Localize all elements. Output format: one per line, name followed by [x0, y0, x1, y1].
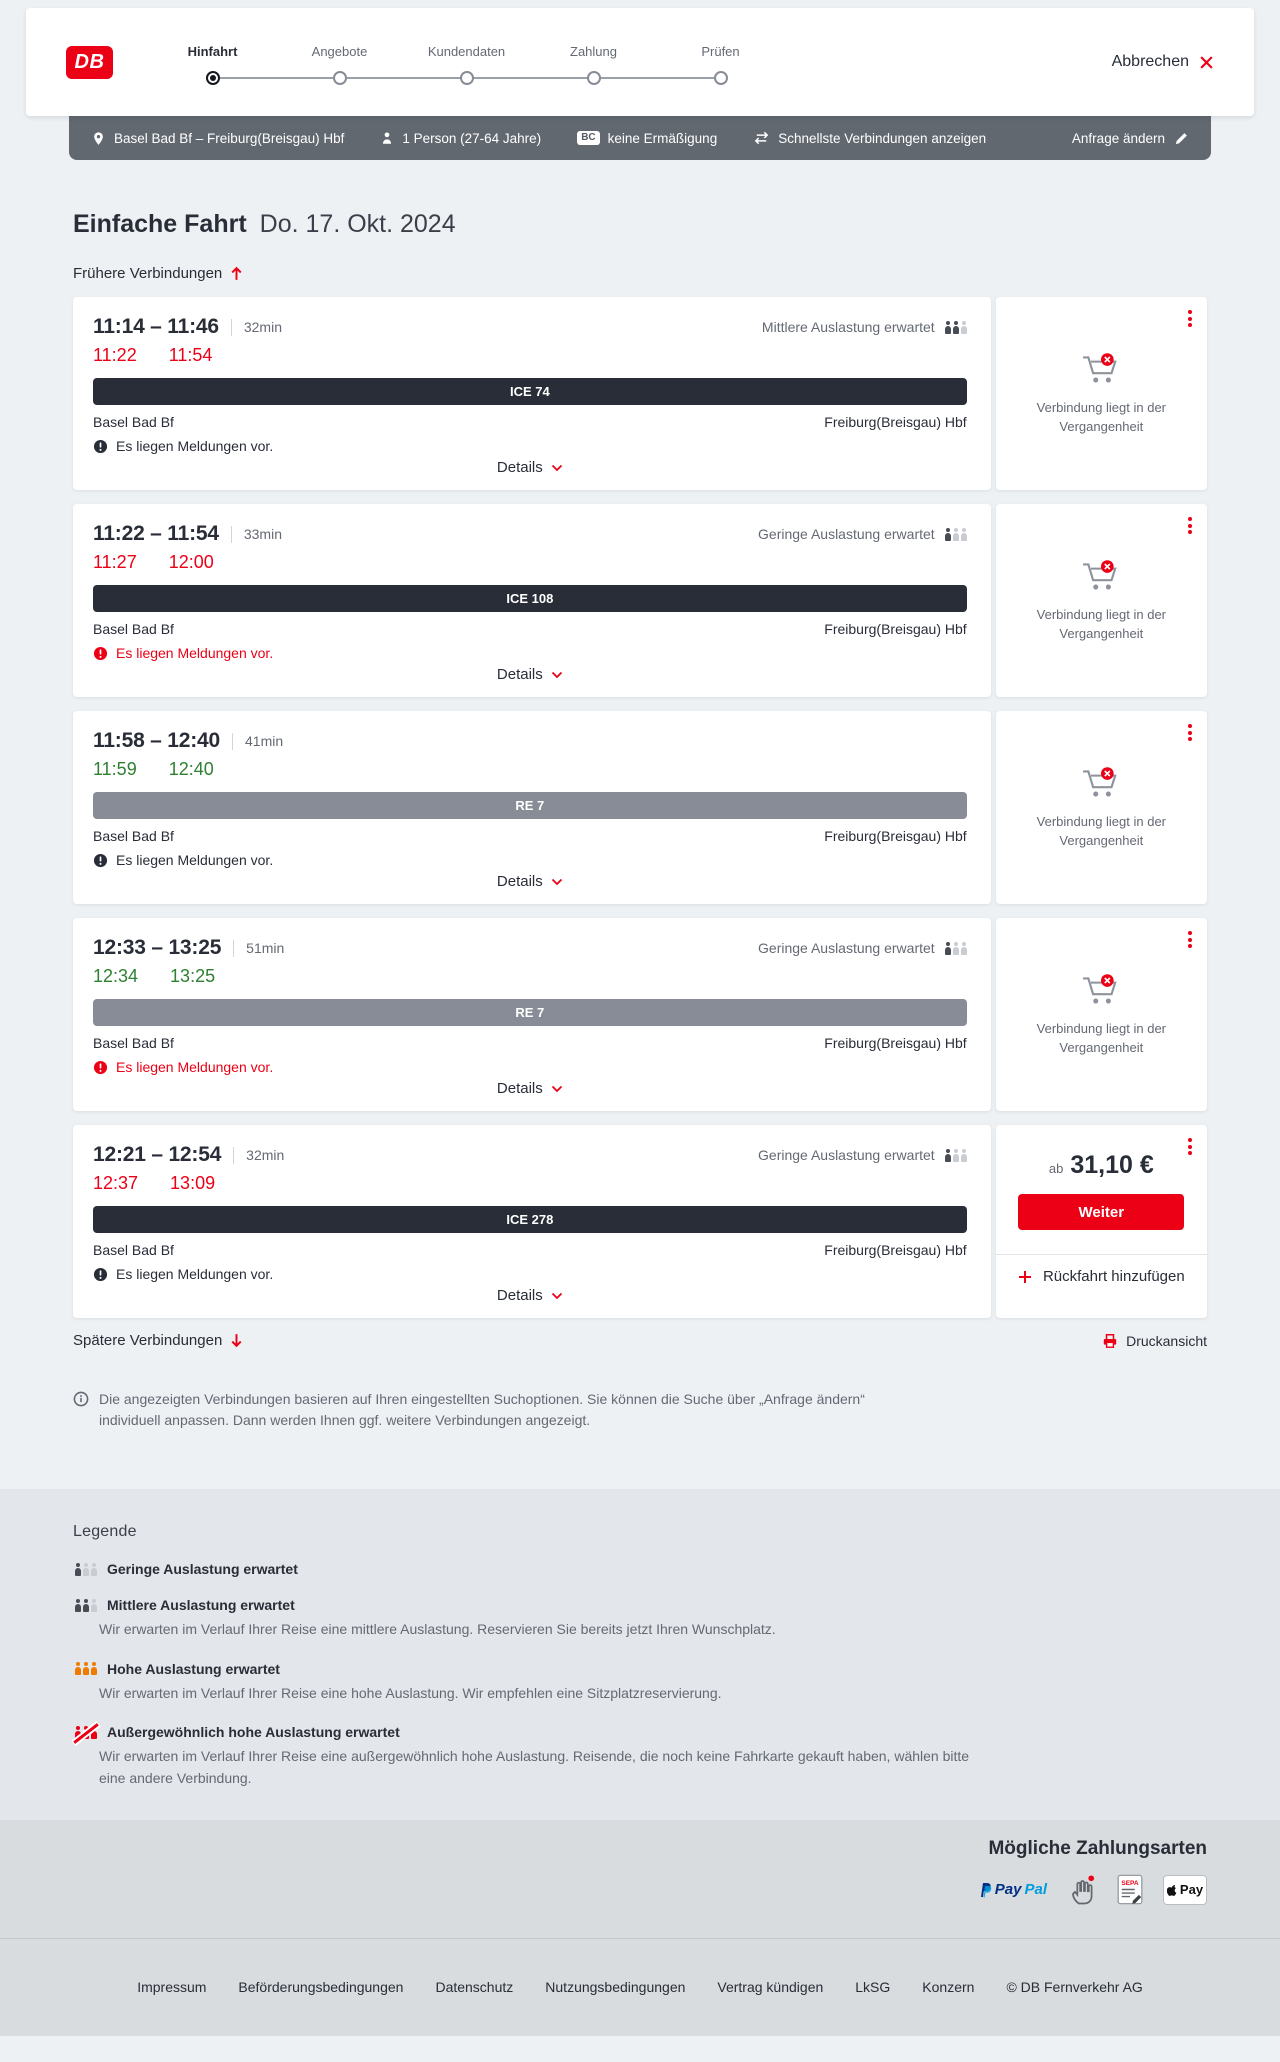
- destination-station: Freiburg(Breisgau) Hbf: [824, 621, 967, 637]
- footer-link-lksg[interactable]: LkSG: [855, 1978, 891, 1995]
- paypal-p-icon: [978, 1882, 992, 1898]
- apple-logo-icon: [1167, 1883, 1178, 1896]
- connection-header: [93, 522, 967, 546]
- legend-title: Legende: [73, 1523, 137, 1540]
- step-circle-icon: [714, 71, 728, 85]
- svg-text:SEPA: SEPA: [1121, 1880, 1139, 1888]
- details-toggle[interactable]: [497, 666, 563, 685]
- connection-header: [93, 1143, 967, 1167]
- messages-notice-label: Es liegen Meldungen vor.: [116, 1059, 274, 1075]
- occupancy-label: Geringe Auslastung erwartet: [758, 526, 935, 542]
- connection-card: [73, 504, 991, 697]
- connection-header: [93, 315, 967, 339]
- legend-item-title: Mittlere Auslastung erwartet: [107, 1597, 295, 1613]
- edit-request-label: Anfrage ändern: [1071, 130, 1165, 146]
- train-segment-bar: [93, 378, 967, 405]
- more-options-button[interactable]: [1185, 721, 1195, 744]
- connection-duration: 51min: [246, 940, 285, 956]
- messages-notice-label: Es liegen Meldungen vor.: [116, 438, 274, 454]
- filter-label: Schnellste Verbindungen anzeigen: [778, 130, 987, 146]
- pencil-icon: [1174, 131, 1189, 146]
- connection-card: [73, 297, 991, 490]
- alert-icon: [93, 853, 108, 868]
- messages-notice[interactable]: [93, 1059, 967, 1075]
- route-summary: [91, 131, 344, 146]
- alert-icon: [93, 1060, 108, 1075]
- footer-copyright: © DB Fernverkehr AG: [1006, 1978, 1143, 1995]
- apple-pay-icon: Pay: [1163, 1875, 1207, 1905]
- earlier-connections-label: Frühere Verbindungen: [73, 265, 223, 282]
- actual-arrival: 11:54: [168, 345, 213, 365]
- origin-station: Basel Bad Bf: [93, 621, 174, 637]
- occupancy-low-icon: [943, 528, 967, 541]
- messages-notice-label: Es liegen Meldungen vor.: [116, 1266, 274, 1282]
- search-summary-bar: [69, 116, 1211, 160]
- legend-item-title: Geringe Auslastung erwartet: [107, 1561, 298, 1577]
- list-footer-row: [73, 1332, 1207, 1349]
- occupancy-indicator: [762, 319, 967, 335]
- page-title: [73, 210, 1207, 239]
- occupancy-high-icon: [73, 1662, 97, 1675]
- footer-link-befoerderungsbedingungen[interactable]: Beförderungsbedingungen: [238, 1978, 404, 1995]
- cart-unavailable-icon: [1081, 972, 1121, 1008]
- plus-icon: [1018, 1270, 1032, 1284]
- connection-row: [73, 1125, 1207, 1318]
- payment-icons-row: [73, 1874, 1207, 1938]
- details-label: Details: [496, 1287, 543, 1304]
- bahncard-summary: [577, 131, 717, 146]
- origin-station: Basel Bad Bf: [93, 828, 174, 844]
- train-segment-bar: [93, 1206, 967, 1233]
- actual-departure: 11:22: [93, 345, 137, 365]
- train-name: ICE 74: [509, 384, 550, 399]
- divider: [233, 940, 234, 957]
- trip-type-title: Einfache Fahrt: [73, 210, 247, 238]
- price-side-panel: [996, 1125, 1207, 1318]
- location-pin-icon: [91, 131, 106, 146]
- connections-list: [73, 297, 1207, 1318]
- details-label: Details: [496, 1080, 543, 1097]
- connection-side-panel: [996, 711, 1207, 904]
- page-footer: [0, 1938, 1280, 2036]
- chevron-down-icon: [551, 878, 563, 886]
- destination-station: Freiburg(Breisgau) Hbf: [824, 1035, 967, 1051]
- db-logo-text: DB: [74, 50, 105, 73]
- actual-times: [93, 759, 967, 780]
- footer-link-nutzungsbedingungen[interactable]: Nutzungsbedingungen: [545, 1978, 686, 1995]
- price-prefix: ab: [1048, 1161, 1064, 1176]
- occupancy-indicator: [758, 940, 967, 956]
- hand-payment-icon: [1067, 1874, 1097, 1906]
- alert-icon: [93, 1267, 108, 1282]
- step-circle-icon: [333, 71, 347, 85]
- chevron-down-icon: [551, 671, 563, 679]
- details-toggle[interactable]: [497, 459, 563, 478]
- step-kundendaten[interactable]: [403, 44, 530, 85]
- occupancy-indicator: [758, 526, 967, 542]
- details-label: Details: [496, 459, 543, 476]
- actual-departure: 12:34: [93, 966, 139, 986]
- cancel-label: Abbrechen: [1111, 53, 1189, 70]
- messages-notice[interactable]: [93, 645, 967, 661]
- step-label: Kundendaten: [427, 43, 506, 59]
- occupancy-low-icon: [943, 942, 967, 955]
- printer-icon: [1102, 1333, 1118, 1349]
- past-connection-notice: Verbindung liegt in der Vergangenheit: [1036, 606, 1167, 641]
- sepa-icon: [1117, 1874, 1143, 1905]
- connection-times: 11:22 – 11:54: [93, 522, 219, 545]
- actual-arrival: 12:00: [168, 552, 214, 572]
- actual-times: [93, 552, 967, 573]
- route-label: Basel Bad Bf – Freiburg(Breisgau) Hbf: [114, 130, 345, 146]
- connection-row: [73, 918, 1207, 1111]
- arrow-down-icon: [230, 1333, 243, 1348]
- train-segment-bar: [93, 792, 967, 819]
- legend-item: [73, 1724, 1207, 1789]
- footer-link-impressum[interactable]: Impressum: [137, 1978, 207, 1995]
- step-zahlung[interactable]: [530, 44, 657, 85]
- divider: [233, 1147, 234, 1164]
- actual-arrival: 13:09: [170, 1173, 216, 1193]
- step-circle-icon: [460, 71, 474, 85]
- paypal-icon: Pay Pal: [978, 1881, 1047, 1898]
- passenger-summary: [380, 131, 541, 146]
- actual-departure: 11:59: [93, 759, 137, 779]
- step-hinfahrt[interactable]: [149, 44, 276, 85]
- stations-row: [93, 414, 967, 430]
- stations-row: [93, 621, 967, 637]
- connection-row: [73, 297, 1207, 490]
- destination-station: Freiburg(Breisgau) Hbf: [824, 828, 967, 844]
- train-name: RE 7: [515, 1005, 545, 1020]
- alert-icon: [93, 646, 108, 661]
- details-toggle[interactable]: [497, 873, 563, 892]
- actual-departure: 11:27: [93, 552, 137, 572]
- connection-header: [93, 729, 967, 753]
- train-segment-bar: [93, 999, 967, 1026]
- past-connection-notice: Verbindung liegt in der Vergangenheit: [1036, 399, 1167, 434]
- legend-item-description: Wir erwarten im Verlauf Ihrer Reise eine mittlere Auslastung. Reservieren Sie bereits jetzt Ihren Wunschplatz.: [99, 1621, 776, 1637]
- print-view-label: Druckansicht: [1126, 1332, 1207, 1349]
- origin-station: Basel Bad Bf: [93, 1035, 174, 1051]
- messages-notice[interactable]: [93, 1266, 967, 1282]
- actual-arrival: 12:40: [168, 759, 214, 779]
- step-label: Hinfahrt: [187, 43, 238, 59]
- divider: [996, 1254, 1207, 1255]
- actual-times: [93, 345, 967, 366]
- connection-header: [93, 936, 967, 960]
- actual-arrival: 13:25: [170, 966, 216, 986]
- passenger-label: 1 Person (27-64 Jahre): [402, 130, 542, 146]
- connection-times: 11:14 – 11:46: [93, 315, 219, 338]
- more-options-button[interactable]: [1185, 928, 1195, 951]
- cancel-button[interactable]: [1112, 53, 1214, 71]
- results-main: [0, 210, 1280, 1431]
- occupancy-low-icon: [943, 1149, 967, 1162]
- connection-times: 12:33 – 13:25: [93, 936, 222, 959]
- connection-card: [73, 711, 991, 904]
- origin-station: Basel Bad Bf: [93, 1242, 174, 1258]
- connection-duration: 41min: [245, 733, 284, 749]
- occupancy-label: Geringe Auslastung erwartet: [758, 1147, 935, 1163]
- earlier-connections-link[interactable]: [73, 265, 243, 282]
- edit-request-button[interactable]: [1072, 131, 1189, 146]
- connection-duration: 32min: [246, 1147, 285, 1163]
- connection-side-panel: [996, 918, 1207, 1111]
- train-segment-bar: [93, 585, 967, 612]
- legend-item-description: Wir erwarten im Verlauf Ihrer Reise eine außergewöhnlich hohe Auslastung. Reisende, die noch keine Fahrkarte gekauft haben, wählen bitte eine andere Verbindung.: [99, 1748, 970, 1787]
- payment-methods-title: Mögliche Zahlungsarten: [988, 1837, 1207, 1859]
- swap-arrows-icon: [753, 131, 770, 145]
- travel-date: Do. 17. Okt. 2024: [259, 210, 456, 238]
- step-angebote[interactable]: [276, 44, 403, 85]
- stations-row: [93, 1242, 967, 1258]
- past-connection-notice: Verbindung liegt in der Vergangenheit: [1036, 813, 1167, 848]
- step-circle-active-icon: [206, 71, 220, 85]
- cart-unavailable-icon: [1081, 765, 1121, 801]
- legend-section: [0, 1489, 1280, 1820]
- actual-times: [93, 966, 967, 987]
- actual-departure: 12:37: [93, 1173, 139, 1193]
- destination-station: Freiburg(Breisgau) Hbf: [824, 1242, 967, 1258]
- step-label: Prüfen: [701, 43, 740, 59]
- footer-link-datenschutz[interactable]: Datenschutz: [435, 1978, 514, 1995]
- add-return-label: Rückfahrt hinzufügen: [1042, 1268, 1185, 1285]
- more-options-button[interactable]: [1185, 1135, 1195, 1158]
- connection-card: [73, 918, 991, 1111]
- actual-times: [93, 1173, 967, 1194]
- step-label: Angebote: [311, 43, 368, 59]
- connection-row: [73, 504, 1207, 697]
- origin-station: Basel Bad Bf: [93, 414, 174, 430]
- past-connection-notice: Verbindung liegt in der Vergangenheit: [1036, 1020, 1167, 1055]
- stations-row: [93, 828, 967, 844]
- occupancy-label: Mittlere Auslastung erwartet: [761, 319, 935, 335]
- train-name: ICE 108: [506, 591, 554, 606]
- add-return-button[interactable]: [1018, 1268, 1185, 1285]
- price-value: 31,10 €: [1070, 1151, 1154, 1179]
- occupancy-very-high-icon: [73, 1726, 97, 1739]
- later-connections-label: Spätere Verbindungen: [73, 1332, 223, 1349]
- price-display: [1049, 1151, 1154, 1180]
- footer-links: [0, 1979, 1280, 1995]
- train-name: RE 7: [515, 798, 545, 813]
- destination-station: Freiburg(Breisgau) Hbf: [824, 414, 967, 430]
- legend-item-description: Wir erwarten im Verlauf Ihrer Reise eine hohe Auslastung. Wir empfehlen eine Sitzplatzreservierung.: [99, 1684, 722, 1701]
- messages-notice-label: Es liegen Meldungen vor.: [116, 852, 274, 868]
- step-circle-icon: [587, 71, 601, 85]
- cart-unavailable-icon: [1081, 351, 1121, 387]
- results-info-note: [73, 1389, 1207, 1431]
- legend-item: [73, 1661, 1207, 1705]
- legend-item-title: Hohe Auslastung erwartet: [107, 1660, 280, 1677]
- alert-icon: [93, 439, 108, 454]
- cart-unavailable-icon: [1081, 558, 1121, 594]
- connection-times: 12:21 – 12:54: [93, 1143, 222, 1166]
- occupancy-indicator: [758, 1147, 967, 1163]
- close-icon: [1199, 55, 1214, 70]
- info-icon: [73, 1391, 89, 1407]
- checkout-header: [26, 8, 1254, 116]
- details-label: Details: [496, 873, 543, 890]
- connection-row: [73, 711, 1207, 904]
- more-options-button[interactable]: [1185, 514, 1195, 537]
- bahncard-label: keine Ermäßigung: [607, 130, 718, 146]
- connection-times: 11:58 – 12:40: [93, 729, 221, 752]
- messages-notice[interactable]: [93, 852, 967, 868]
- continue-button[interactable]: Weiter: [1018, 1194, 1184, 1230]
- payment-methods-section: [0, 1820, 1280, 1938]
- chevron-down-icon: [551, 1085, 563, 1093]
- details-label: Details: [496, 666, 543, 683]
- divider: [232, 733, 233, 750]
- chevron-down-icon: [551, 464, 563, 472]
- connection-card: [73, 1125, 991, 1318]
- legend-item-title: Außergewöhnlich hohe Auslastung erwartet: [107, 1724, 400, 1741]
- footer-link-vertrag-kuendigen[interactable]: Vertrag kündigen: [717, 1978, 824, 1995]
- divider: [231, 319, 232, 336]
- db-logo: [66, 46, 113, 79]
- connection-duration: 32min: [243, 319, 282, 335]
- details-toggle[interactable]: [497, 1080, 563, 1099]
- messages-notice-label: Es liegen Meldungen vor.: [116, 645, 274, 661]
- train-name: ICE 278: [506, 1212, 554, 1227]
- connection-duration: 33min: [243, 526, 282, 542]
- step-pruefen[interactable]: [657, 44, 784, 85]
- arrow-up-icon: [230, 266, 243, 281]
- connection-side-panel: [996, 297, 1207, 490]
- print-view-link[interactable]: [1102, 1333, 1207, 1349]
- occupancy-medium-icon: [73, 1599, 97, 1612]
- results-info-text: Die angezeigten Verbindungen basieren auf Ihren eingestellten Suchoptionen. Sie können die Suche über „Anfrage ändern“ individuell anpassen. Dann werden Ihnen ggf. weitere Verbindungen angezeigt.: [99, 1391, 865, 1428]
- more-options-button[interactable]: [1185, 307, 1195, 330]
- progress-stepper: [149, 40, 784, 85]
- connection-side-panel: [996, 504, 1207, 697]
- bahncard-icon: BC: [577, 131, 599, 145]
- details-toggle[interactable]: [497, 1287, 563, 1306]
- later-connections-link[interactable]: [73, 1332, 243, 1349]
- occupancy-medium-icon: [943, 321, 967, 334]
- occupancy-low-icon: [73, 1563, 97, 1576]
- divider: [231, 526, 232, 543]
- person-icon: [380, 131, 394, 145]
- occupancy-label: Geringe Auslastung erwartet: [758, 940, 935, 956]
- legend-item: [73, 1561, 1207, 1577]
- messages-notice[interactable]: [93, 438, 967, 454]
- step-label: Zahlung: [570, 43, 617, 59]
- footer-link-konzern[interactable]: Konzern: [922, 1978, 975, 1995]
- stations-row: [93, 1035, 967, 1051]
- filter-summary: [753, 131, 986, 146]
- chevron-down-icon: [551, 1292, 563, 1300]
- legend-item: [73, 1597, 1207, 1641]
